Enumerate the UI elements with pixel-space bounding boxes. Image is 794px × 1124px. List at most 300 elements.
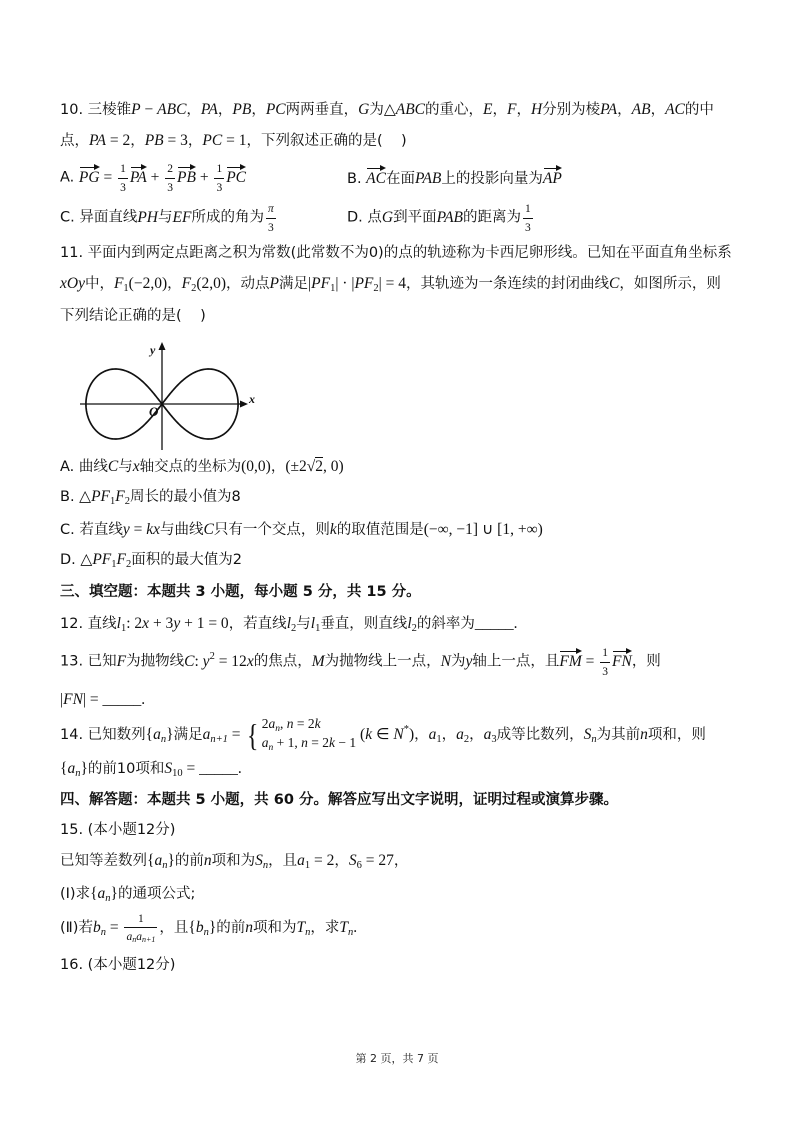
q11-option-c-text: [60, 520, 543, 539]
math-term: [483, 102, 492, 118]
text-run: 的通项公式;: [118, 886, 196, 903]
math-term: [315, 459, 323, 475]
math-subscript: 2: [411, 623, 417, 635]
q10-option-b-text: [347, 167, 562, 188]
text-run: 分别为棱: [542, 102, 601, 119]
q10-stem-line-1-text: [60, 100, 714, 119]
math-term: [157, 102, 186, 118]
math-term: [262, 716, 269, 732]
math-base: F: [507, 101, 517, 119]
math-term: [195, 919, 209, 939]
math-term: [600, 102, 617, 118]
math-term: [97, 885, 111, 905]
math-base: = 2: [293, 716, 315, 732]
math-base: }: [80, 760, 88, 778]
fraction-numerator: [600, 645, 610, 662]
text-run: 下列结论正确的是( ): [60, 307, 206, 324]
text-run: ，且: [268, 853, 298, 870]
fraction: [214, 161, 224, 194]
math-base: x: [142, 615, 150, 633]
q15-part-2-text: [60, 911, 357, 945]
text-run: 的取值范围是: [336, 522, 424, 539]
y-axis-label: y: [150, 343, 156, 357]
math-base: (: [356, 726, 366, 743]
math-term: [111, 886, 118, 902]
text-run: 所成的角为: [191, 210, 264, 226]
text-run: 的前: [174, 853, 204, 870]
text-run: 的中: [684, 102, 714, 119]
text-run: 上的投影向量为: [441, 171, 543, 188]
text-run: 垂直，则直线: [320, 616, 408, 633]
q14-stem-line-1-text: [60, 716, 706, 754]
math-term: [335, 735, 356, 751]
math-term: [356, 727, 365, 743]
math-term: [310, 853, 334, 869]
math-base: {: [188, 919, 196, 937]
math-subscript: 2: [191, 283, 197, 295]
text-run: 3: [602, 665, 608, 678]
text-run: B.: [60, 489, 80, 506]
math-base: PC: [265, 101, 286, 119]
math-base: }: [110, 885, 118, 903]
math-term: [89, 133, 106, 149]
math-base: }: [166, 726, 174, 743]
math-base: PC: [202, 132, 223, 150]
math-base: =: [227, 726, 245, 743]
text-run: A.: [60, 170, 79, 186]
math-base: C: [608, 275, 620, 293]
math-term: [280, 716, 287, 732]
math-term: [202, 651, 215, 670]
math-term: [126, 928, 136, 944]
piecewise-brace: {: [247, 717, 259, 753]
math-base: ): [408, 726, 415, 743]
vector: PG: [79, 166, 100, 186]
fraction: [165, 161, 175, 194]
y-axis-arrow: [159, 342, 166, 350]
text-run: 的前: [216, 920, 246, 937]
text-run: 11. 平面内到两定点距离之积为常数(此常数不为0)的点的轨迹称为卡西尼卵形线。已知在平面直角坐标系: [60, 244, 732, 261]
math-base: PAB: [414, 170, 442, 188]
math-subscript: 1: [330, 283, 336, 295]
math-term: [79, 489, 91, 505]
math-term: [141, 102, 158, 118]
math-term: [308, 735, 329, 751]
math-term: [531, 102, 542, 118]
math-subscript: 1: [110, 496, 116, 508]
fraction: [266, 201, 276, 234]
math-base: △: [383, 101, 396, 119]
math-base: △: [79, 488, 92, 506]
math-term: [167, 853, 174, 869]
math-base: π: [267, 203, 274, 216]
math-base: T: [296, 919, 306, 937]
math-base: b: [195, 919, 204, 937]
math-subscript: n: [132, 935, 137, 945]
math-base: ,: [280, 716, 287, 732]
text-run: C. 若直线: [60, 522, 123, 539]
math-base: C: [184, 653, 195, 670]
text-run: 为抛物线上一点，: [324, 654, 441, 670]
text-run: 3: [525, 221, 531, 234]
math-term: [164, 760, 183, 780]
math-base: +: [195, 169, 213, 186]
math-base: |: [308, 275, 312, 293]
math-term: [241, 459, 271, 475]
math-base: △: [80, 551, 93, 569]
text-run: 3: [167, 181, 174, 194]
math-term: [407, 615, 417, 635]
math-base: y: [202, 653, 210, 670]
cassini-oval-figure: [78, 336, 260, 452]
math-term: [196, 276, 226, 292]
math-term: [287, 716, 294, 732]
text-run: 项和为: [211, 853, 256, 870]
fraction-denominator: [118, 179, 128, 195]
math-term: [166, 727, 173, 743]
fraction-numerator: [124, 911, 157, 928]
math-subscript: 1: [123, 283, 129, 295]
text-run: 项和，则: [647, 727, 706, 743]
math-term: [640, 727, 648, 743]
math-base: PF: [354, 275, 374, 293]
text-run: 的前10项和: [87, 761, 165, 778]
fraction: [118, 161, 128, 194]
text-run: 中，: [84, 276, 114, 293]
text-run: ，其轨迹为一条连续的封闭曲线: [405, 276, 609, 293]
math-base: EF: [172, 209, 192, 226]
math-term: [437, 210, 463, 226]
math-term: [484, 727, 497, 743]
text-run: C. 异面直线: [60, 210, 138, 226]
q10-option-a-text: [60, 161, 246, 194]
text-run: ，: [217, 102, 233, 119]
text-run: 成等比数列，: [496, 727, 584, 743]
math-subscript: 10: [172, 768, 183, 780]
math-subscript: n: [275, 724, 281, 735]
math-term: [92, 919, 106, 939]
vector: AP: [543, 167, 562, 187]
math-base: S: [255, 852, 263, 870]
math-base: y: [465, 653, 473, 670]
text-run: 12. 直线: [60, 616, 117, 633]
text-run: ，: [650, 102, 666, 119]
math-subscript: n: [162, 860, 168, 872]
text-run: D.: [60, 552, 81, 569]
math-base: b: [92, 919, 101, 937]
math-base: .: [353, 919, 358, 937]
math-base: k: [329, 521, 337, 539]
math-base: S: [164, 760, 173, 778]
math-base: PF: [91, 488, 111, 506]
text-run: (Ⅰ)求: [60, 886, 91, 903]
math-term: [228, 727, 245, 743]
math-base: {: [145, 726, 154, 743]
text-run: 10. 三棱锥: [60, 102, 132, 119]
math-term: [372, 727, 393, 743]
math-base: F: [116, 551, 126, 569]
math-subscript: 2: [373, 283, 379, 295]
text-run: ，: [251, 102, 266, 119]
math-term: [115, 488, 130, 508]
section-4-heading-text: [60, 791, 618, 809]
math-subscript: 6: [356, 860, 362, 872]
math-base: N: [440, 653, 451, 670]
math-base: a: [202, 726, 211, 743]
math-term: [232, 102, 251, 118]
math-term: [106, 920, 123, 936]
math-base: a: [428, 726, 437, 743]
q10-stem-line-2-text: [60, 131, 407, 150]
math-term: [582, 654, 599, 670]
text-run: ，: [414, 727, 429, 743]
math-term: [268, 716, 281, 735]
math-term: [146, 727, 153, 743]
math-term: [384, 102, 396, 118]
text-run: 周长的最小值为8: [130, 489, 241, 506]
math-base: C: [107, 458, 119, 476]
math-term: [116, 551, 132, 571]
text-run: 的斜率为: [416, 616, 475, 633]
math-subscript: n: [591, 734, 597, 745]
text-run: ，: [469, 727, 484, 743]
fraction-denominator: [165, 179, 175, 195]
math-subscript: 1: [111, 559, 117, 571]
math-term: [108, 459, 118, 475]
text-run: 四、解答题：本题共 5 小题，共 60 分。解答应写出文字说明，证明过程或演算步骤。: [60, 791, 618, 808]
text-run: 15. (本小题12分): [60, 821, 176, 838]
math-base: }: [167, 852, 175, 870]
math-base: ABC: [395, 101, 426, 119]
math-base: xOy: [60, 275, 85, 293]
math-term: [665, 102, 685, 118]
math-base: }: [208, 919, 217, 937]
math-base: N: [393, 726, 404, 743]
math-base: = 12: [214, 653, 247, 670]
math-term: [415, 171, 441, 187]
fraction: [124, 911, 157, 945]
math-term: [353, 920, 357, 936]
math-term: [632, 102, 651, 118]
math-base: y: [173, 615, 181, 633]
page-footer: 第 2 页，共 7 页: [355, 1052, 439, 1065]
text-run: 满足: [279, 276, 309, 293]
math-term: [358, 102, 369, 118]
math-base: a: [153, 726, 161, 743]
math-base: a: [268, 716, 276, 732]
math-base: {: [90, 885, 98, 903]
math-term: [117, 654, 126, 670]
math-base: , 0): [323, 458, 344, 476]
math-base: AC: [665, 101, 685, 119]
math-subscript: n+1: [141, 935, 156, 945]
q15-part-1-text: [60, 884, 195, 905]
math-base: a: [297, 852, 305, 870]
text-run: ，: [130, 133, 145, 150]
vector: PC: [226, 166, 246, 186]
math-base: H: [530, 101, 543, 119]
math-base: n: [640, 726, 648, 743]
math-base: M: [311, 653, 325, 670]
math-base: F: [116, 653, 127, 670]
fraction-numerator: [266, 201, 276, 218]
math-base: PAB: [436, 209, 463, 226]
text-run: 1: [138, 913, 144, 926]
fraction-denominator: [523, 219, 533, 235]
math-term: [80, 552, 92, 568]
math-term: [354, 275, 379, 295]
text-run: ，则: [631, 654, 661, 670]
text-run: A. 曲线: [60, 459, 108, 476]
math-term: [379, 276, 406, 292]
math-subscript: n: [75, 768, 81, 780]
math-term: [146, 522, 160, 538]
math-base: a: [67, 760, 76, 778]
fraction-numerator: [118, 161, 128, 178]
math-base: n: [301, 735, 308, 750]
math-term: [63, 692, 83, 708]
text-run: 为: [450, 654, 466, 670]
text-run: ，: [186, 102, 201, 119]
math-subscript: 1: [120, 623, 127, 635]
math-term: [202, 133, 222, 149]
text-run: 14. 已知数列: [60, 727, 146, 743]
text-run: 面积的最大值为2: [131, 552, 242, 569]
math-base: | = _____.: [82, 691, 146, 709]
math-term: [456, 727, 469, 743]
math-base: {: [147, 852, 155, 870]
math-term: [441, 654, 451, 670]
math-term: [296, 919, 311, 939]
math-subscript: n: [203, 927, 209, 939]
math-term: [145, 133, 164, 149]
vector: FM: [559, 650, 581, 670]
math-base: =: [99, 169, 117, 186]
fraction: [600, 645, 610, 678]
math-term: [294, 716, 315, 732]
math-term: [270, 276, 279, 292]
math-base: FN: [63, 691, 83, 709]
math-base: (±2√: [285, 458, 316, 476]
text-run: ，: [617, 102, 632, 119]
math-term: [222, 133, 246, 149]
math-term: [129, 276, 167, 292]
math-term: [80, 761, 87, 777]
text-run: 满足: [173, 727, 203, 743]
math-base: a: [483, 726, 492, 743]
math-base: −: [140, 101, 158, 119]
math-base: (−∞, −1] ∪ [1, +∞): [423, 521, 543, 539]
math-term: [245, 920, 253, 936]
math-base: E: [483, 101, 493, 119]
math-term: [204, 853, 212, 869]
q13-stem-line-2-text: [60, 690, 145, 709]
math-term: [126, 616, 142, 632]
math-term: [154, 852, 168, 872]
origin-label: O: [149, 404, 159, 419]
math-term: [311, 275, 336, 295]
q11-option-a-text: [60, 457, 344, 476]
math-subscript: n: [268, 743, 274, 753]
math-subscript: n: [305, 927, 311, 939]
math-base: PA: [600, 101, 618, 119]
text-run: ，: [334, 853, 349, 870]
text-run: ，下列叙述正确的是( ): [246, 133, 407, 150]
text-run: 与曲线: [160, 522, 204, 539]
text-run: ，: [441, 727, 457, 743]
math-term: [106, 133, 130, 149]
q11-option-b-text: [60, 487, 241, 508]
x-axis-arrow: [240, 401, 248, 408]
math-base: x: [132, 458, 140, 476]
fraction-numerator: [165, 161, 175, 178]
math-term: [382, 210, 393, 226]
math-base: (0,0): [241, 458, 271, 476]
text-run: 两两垂直，: [285, 102, 359, 119]
math-term: [475, 616, 518, 632]
math-base: S: [348, 852, 357, 870]
text-run: ，若直线: [228, 616, 287, 633]
math-base: kx: [146, 521, 160, 539]
q15-stem-text: [60, 851, 408, 872]
math-base: :: [194, 653, 203, 670]
math-term: [184, 654, 194, 670]
math-base: =: [129, 521, 147, 539]
math-term: [204, 522, 214, 538]
math-base: P: [131, 101, 141, 119]
text-run: 轴交点的坐标为: [139, 459, 242, 476]
math-superscript: 2: [209, 651, 215, 662]
math-base: 2: [315, 458, 324, 476]
math-base: x: [246, 653, 254, 670]
fraction-denominator: [124, 928, 157, 944]
math-term: [201, 102, 218, 118]
math-base: k: [365, 726, 373, 743]
math-base: l: [116, 615, 121, 633]
math-term: [147, 170, 164, 186]
math-base: +: [146, 169, 164, 186]
math-term: [137, 210, 158, 226]
math-base: a: [136, 931, 142, 944]
text-run: 与: [158, 210, 173, 226]
math-subscript: 2: [291, 623, 297, 635]
text-run: ，: [516, 102, 531, 119]
math-term: [136, 928, 155, 944]
math-base: + 1,: [273, 735, 302, 750]
math-subscript: 1: [304, 860, 311, 872]
math-term: [393, 724, 409, 743]
math-term: [310, 615, 321, 635]
text-run: 在面: [385, 171, 415, 188]
text-run: D. 点: [347, 210, 382, 226]
text-run: 轴上一点，且: [472, 654, 560, 670]
text-run: ，且: [159, 920, 189, 937]
math-term: [215, 654, 247, 670]
math-term: [262, 735, 274, 751]
x-axis-label: x: [249, 392, 255, 406]
math-base: a: [97, 885, 106, 903]
text-run: 1: [216, 163, 223, 176]
math-term: [203, 727, 228, 743]
q11-option-d-text: [60, 550, 242, 571]
math-term: [153, 727, 166, 743]
math-term: [116, 615, 127, 635]
math-subscript: n: [348, 927, 354, 939]
math-term: [429, 727, 442, 743]
math-base: =: [581, 653, 599, 670]
text-run: 只有一个交点，则: [213, 522, 330, 539]
math-term: [123, 522, 130, 538]
